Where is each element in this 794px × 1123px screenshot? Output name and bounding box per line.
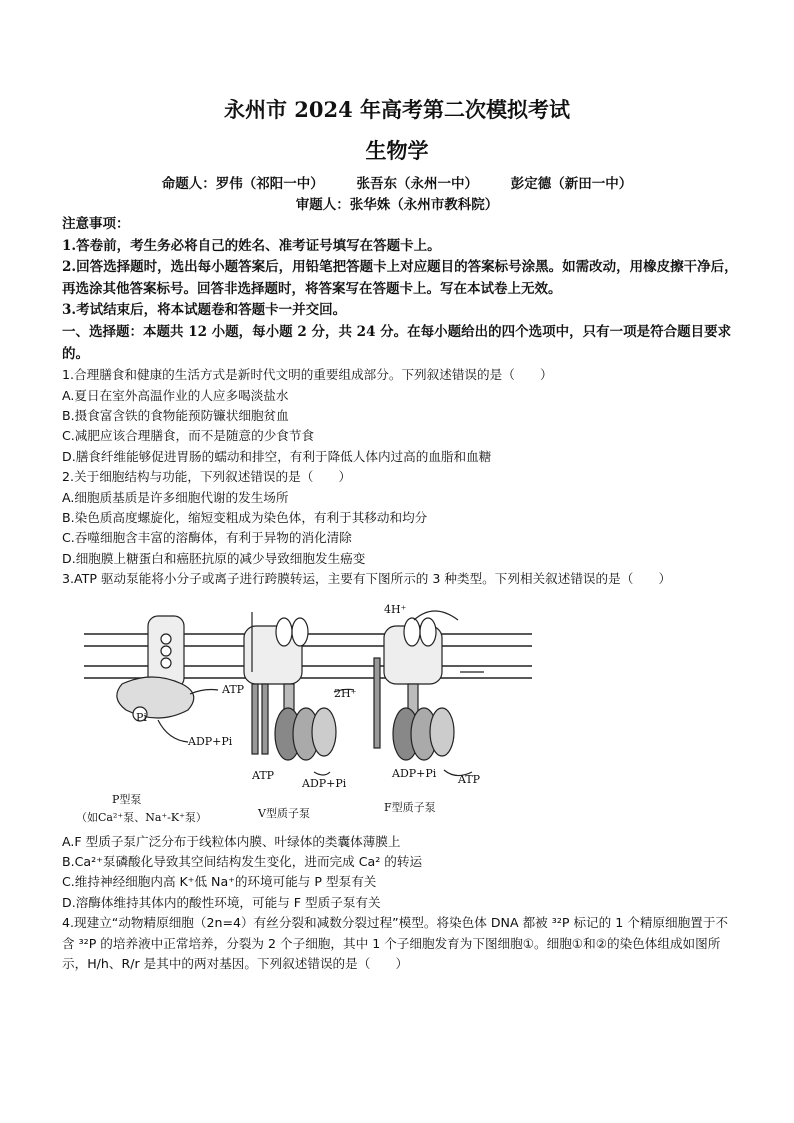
question-3	[62, 569, 740, 913]
v-pump-shape	[244, 618, 336, 760]
author-3: 彭定德（新田一中）	[510, 176, 633, 192]
p-pump-caption: P型泵	[112, 792, 142, 806]
question-stem: 1.合理膳食和健康的生活方式是新时代文明的重要组成部分。下列叙述错误的是（ ）	[62, 367, 553, 383]
option-d: D.细胞膜上糖蛋白和癌胚抗原的减少导致细胞发生癌变	[62, 550, 366, 566]
option-b: B.染色质高度螺旋化，缩短变粗成为染色体，有利于其移动和均分	[62, 510, 428, 525]
p-adp-label: ADP+Pi	[188, 734, 233, 748]
exam-title: 永州市 2024 年高考第二次模拟考试	[223, 97, 571, 122]
option-c: C.维持神经细胞内高 K⁺低 Na⁺的环境可能与 P 型泵有关	[62, 874, 377, 890]
question-2	[62, 467, 740, 569]
option-a: A.细胞质基质是许多细胞代谢的发生场所	[62, 489, 289, 505]
authors-line	[0, 172, 794, 192]
option-c: C.减肥应该合理膳食，而不是随意的少食节食	[62, 428, 315, 444]
author-2: 张吾东（永州一中）	[356, 176, 478, 192]
p-pi-label: Pi	[136, 710, 147, 724]
section-heading: 一、选择题：本题共 12 小题，每小题 2 分，共 24 分。在每小题给出的四个选项中，只有一项是符合题目要求的。	[62, 323, 732, 362]
option-b: B.Ca²⁺泵磷酸化导致其空间结构发生变化，进而完成 Ca² 的转运	[62, 854, 423, 870]
p-pump-note: （如Ca²⁺泵、Na⁺-K⁺泵）	[76, 810, 207, 824]
subject-title: 生物学	[365, 138, 429, 163]
v-adp-label: ADP+Pi	[302, 776, 347, 790]
reviewer-line: 审题人：张华姝（永州市教科院）	[295, 197, 499, 213]
notice-item-1: 1.答卷前，考生务必将自己的姓名、准考证号填写在答题卡上。	[62, 237, 441, 254]
option-c: C.吞噬细胞含丰富的溶酶体，有利于异物的消化清除	[62, 530, 352, 546]
question-stem: 2.关于细胞结构与功能，下列叙述错误的是（ ）	[62, 469, 352, 485]
question-4	[62, 913, 740, 974]
f-adp-label: ADP+Pi	[392, 766, 437, 780]
p-pump-shape	[117, 616, 194, 721]
author-1: 命题人：罗伟（祁阳一中）	[161, 176, 324, 192]
exam-body	[62, 214, 740, 974]
question-stem: 3.ATP 驱动泵能将小分子或离子进行跨膜转运，主要有下图所示的 3 种类型。下列相关叙述错误的是（ ）	[62, 571, 672, 587]
f-atp-label: ATP	[458, 772, 481, 786]
notice-item-3: 3.考试结束后，将本试题卷和答题卡一并交回。	[62, 302, 347, 319]
p-atp-label: ATP	[222, 682, 245, 696]
f-pump-caption: F型质子泵	[384, 800, 436, 814]
f-pump-shape	[374, 618, 454, 760]
f-4h-label: 4H⁺	[384, 602, 407, 616]
v-pump-caption: V型质子泵	[258, 806, 310, 820]
notice-item-2: 2.回答选择题时，选出每小题答案后，用铅笔把答题卡上对应题目的答案标号涂黑。如需改动，用橡皮擦干净后，再选涂其他答案标号。回答非选择题时，将答案写在答题卡上。写在本试卷上无效。	[62, 259, 738, 297]
option-a: A.夏日在室外高温作业的人应多喝淡盐水	[62, 387, 289, 403]
question-stem: 4.现建立“动物精原细胞（2n=4）有丝分裂和减数分裂过程”模型。将染色体 DNA 都被 ³²P 标记的 1 个精原细胞置于不含 ³²P 的培养液中正常培养，分裂为 2 个子细胞，其中 1 个子细胞发育为下图细胞①。细胞①和②的染色体组成如图所示，H/h、R/r 是其中的两对基因。下列叙述错误的是（ ）	[62, 915, 729, 972]
option-b: B.摄食富含铁的食物能预防镰状细胞贫血	[62, 407, 289, 423]
option-d: D.膳食纤维能够促进胃肠的蠕动和排空，有利于降低人体内过高的血脂和血糖	[62, 448, 492, 464]
atp-pump-figure	[62, 594, 740, 824]
option-d: D.溶酶体维持其体内的酸性环境，可能与 F 型质子泵有关	[62, 894, 381, 910]
pump-diagram	[62, 594, 740, 824]
v-atp-label: ATP	[252, 768, 275, 782]
v-2h-label: 2H⁺	[334, 686, 357, 700]
question-1	[62, 365, 740, 467]
option-a: A.F 型质子泵广泛分布于线粒体内膜、叶绿体的类囊体薄膜上	[62, 833, 401, 849]
notice-heading: 注意事项：	[62, 216, 130, 232]
